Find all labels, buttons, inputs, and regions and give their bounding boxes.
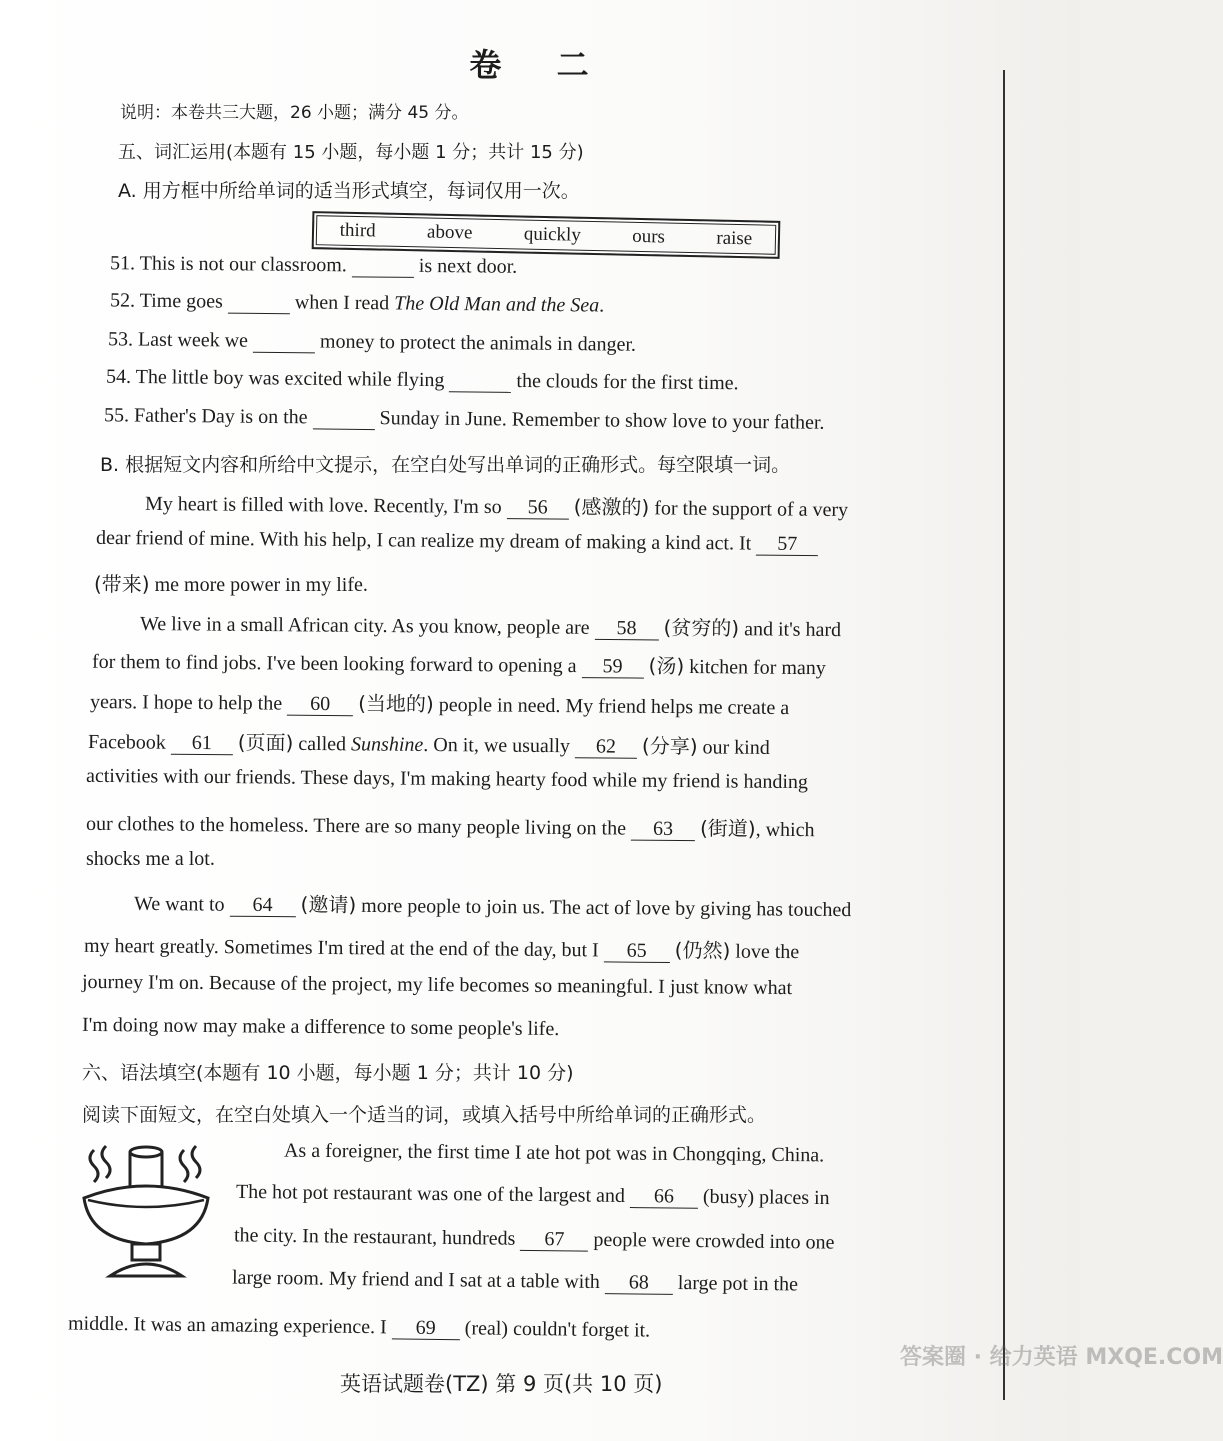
page-title: 卷 二 — [469, 46, 611, 84]
book-title: The Old Man and the Sea — [394, 292, 600, 317]
watermark: 答案圈 · 给力英语 MXQE.COM — [900, 1345, 1223, 1370]
answer-blank-68[interactable]: 68 — [605, 1271, 673, 1295]
question-52: 52. Time goes when I read The Old Man and the Sea. — [109, 289, 605, 317]
hot-pot-icon — [76, 1140, 216, 1280]
question-53: 53. Last week we money to protect the animals in danger. — [107, 328, 637, 356]
hint: (页面) — [237, 730, 294, 755]
passage-line: the city. In the restaurant, hundreds 67 people were crowded into one — [233, 1224, 835, 1254]
hint: (贫穷的) — [663, 615, 740, 641]
answer-blank-65[interactable]: 65 — [604, 939, 670, 963]
answer-blank-58[interactable]: 58 — [594, 617, 658, 641]
answer-blank-54[interactable] — [449, 369, 511, 393]
box-word: raise — [716, 227, 753, 250]
passage-line: dear friend of mine. With his help, I can realize my dream of making a kind act. It 57 — [96, 527, 818, 556]
box-word: ours — [632, 225, 666, 248]
hint: (real) — [464, 1317, 509, 1340]
passage-line: As a foreigner, the first time I ate hot pot was in Chongqing, China. — [283, 1139, 825, 1167]
question-54: 54. The little boy was excited while flying the clouds for the first time. — [105, 365, 739, 395]
answer-blank-63[interactable]: 63 — [631, 818, 695, 842]
question-55: 55. Father's Day is on the Sunday in June. Remember to show love to your father. — [103, 404, 825, 434]
passage-line: The hot pot restaurant was one of the largest and 66 (busy) places in — [235, 1180, 830, 1210]
passage-line: large room. My friend and I sat at a table with 68 large pot in the — [231, 1266, 799, 1296]
answer-blank-57[interactable]: 57 — [756, 533, 818, 557]
answer-blank-55[interactable] — [312, 406, 374, 430]
page-edge-line — [1003, 70, 1005, 1400]
hint: (分享) — [641, 733, 698, 759]
page-footer: 英语试题卷(TZ) 第 9 页(共 10 页) — [340, 1372, 663, 1396]
passage-line: journey I'm on. Because of the project, my life becomes so meaningful. I just know what — [81, 970, 793, 1000]
answer-blank-51[interactable] — [352, 254, 414, 278]
partA-instruction: A. 用方框中所给单词的适当形式填空，每词仅用一次。 — [118, 180, 580, 202]
partB-instruction: B. 根据短文内容和所给中文提示，在空白处写出单词的正确形式。每空限填一词。 — [100, 454, 791, 476]
answer-blank-60[interactable]: 60 — [287, 693, 353, 717]
hint: (邀请) — [300, 892, 357, 917]
passage-line: for them to find jobs. I've been looking forward to opening a 59 (汤) kitchen for many — [91, 650, 826, 680]
intro-note: 说明：本卷共三大题，26 小题；满分 45 分。 — [120, 103, 469, 123]
hint: (带来) — [94, 572, 150, 596]
box-word: third — [339, 219, 376, 242]
box-word: quickly — [523, 223, 582, 246]
answer-blank-56[interactable]: 56 — [507, 496, 569, 520]
answer-blank-64[interactable]: 64 — [229, 894, 295, 918]
passage-line: Facebook 61 (页面) called Sunshine. On it, we usually 62 (分享) our kind — [87, 730, 770, 759]
answer-blank-62[interactable]: 62 — [575, 735, 637, 759]
section6-heading: 六、语法填空(本题有 10 小题，每小题 1 分；共计 10 分) — [82, 1062, 574, 1084]
answer-blank-67[interactable]: 67 — [520, 1228, 588, 1252]
answer-blank-61[interactable]: 61 — [171, 732, 233, 756]
hint: (仍然) — [674, 938, 731, 963]
word-box — [312, 211, 781, 259]
passage-line: my heart greatly. Sometimes I'm tired at the end of the day, but I 65 (仍然) love the — [83, 934, 800, 964]
passage-line: activities with our friends. These days, I'm making hearty food while my friend is handing — [85, 764, 809, 794]
answer-blank-66[interactable]: 66 — [630, 1185, 698, 1209]
passage-line: We want to 64 (邀请) more people to join us. The act of love by giving has touched — [133, 892, 852, 922]
answer-blank-69[interactable]: 69 — [392, 1316, 460, 1340]
answer-blank-53[interactable] — [253, 330, 315, 354]
hint: (街道) — [699, 816, 756, 841]
answer-blank-52[interactable] — [228, 291, 290, 315]
box-word: above — [426, 221, 473, 244]
passage-line: (带来) me more power in my life. — [94, 572, 368, 596]
passage-line: our clothes to the homeless. There are so many people living on the 63 (街道), which — [85, 812, 815, 842]
passage-line: middle. It was an amazing experience. I 69 (real) couldn't forget it. — [67, 1312, 651, 1342]
question-51: 51. This is not our classroom. is next door. — [109, 252, 518, 278]
passage-line: shocks me a lot. — [86, 848, 215, 870]
section6-instruction: 阅读下面短文，在空白处填入一个适当的词，或填入括号中所给单词的正确形式。 — [82, 1104, 767, 1126]
passage-line: My heart is filled with love. Recently, I'm so 56 (感激的) for the support of a very — [144, 492, 849, 522]
hint: (busy) — [702, 1185, 755, 1209]
passage-line: I'm doing now may make a difference to some people's life. — [81, 1013, 560, 1041]
answer-blank-59[interactable]: 59 — [581, 655, 643, 679]
hint: (感激的) — [573, 494, 650, 520]
passage-line: years. I hope to help the 60 (当地的) people in need. My friend helps me create a — [89, 690, 790, 720]
passage-line: We live in a small African city. As you know, people are 58 (贫穷的) and it's hard — [139, 612, 842, 642]
hint: (汤) — [648, 653, 685, 678]
hint: (当地的) — [358, 691, 434, 716]
section5-heading: 五、词汇运用(本题有 15 小题，每小题 1 分；共计 15 分) — [118, 142, 584, 163]
